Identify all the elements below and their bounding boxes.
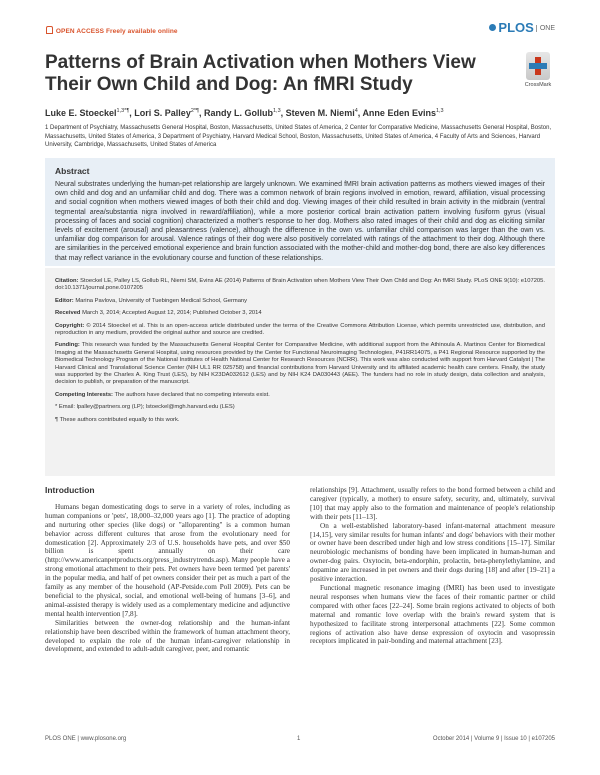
funding: Funding: This research was funded by the Massachusetts General Hospital Center for Comparative Medicine, with additional support from the Athinoula A. Martinos Center for Biomedical Imaging at the Massachusetts General Hospital, using resources provided by the Center for Functional Neuroimaging Technologies, P41RR14075, a P41 Regional Resource supported by the Biomedical Technology Program of the National Institutes of Health National Center for Research Resources (NCRR). This work was also conducted with support from Harvard Catalyst | The Harvard Clinical and Translational Science Center (NIH UL1 RR 025758) and financial contributions from Harvard University and its affiliated academic health care centers. Finally, the study was supported by the Charles A. King Trust (LES), by NIH K23DA032612 (LES) and by NIH K24 DA030443 (AEE). The funders had no role in study design, data collection and analysis, decision to publish, or preparation of the manuscript. <box>55 342 545 386</box>
footer-issue: October 2014 | Volume 9 | Issue 10 | e107205 <box>432 736 555 742</box>
open-access-label <box>45 26 178 35</box>
email[interactable]: * Email: lpalley@partners.org (LP); lstoeckel@mgh.harvard.edu (LES) <box>55 404 235 411</box>
author[interactable]: Randy L. Gollub$^{1,3}$ <box>204 108 281 118</box>
body-column-right <box>310 486 555 646</box>
copyright: Copyright: © 2014 Stoeckel et al. This is an open-access article distributed under the terms of the Creative Commons Attribution License, which permits unrestricted use, distribution, and reproduction in any medium, provided the original author and source are credited. <box>55 322 545 337</box>
page-footer <box>45 736 555 748</box>
plos-dot-icon <box>489 24 496 31</box>
crossmark-label: CrossMark <box>524 82 552 88</box>
crossmark-icon <box>526 52 550 80</box>
journal-name: PLOS <box>498 20 534 35</box>
abstract-heading: Abstract <box>55 166 90 176</box>
abstract-box <box>45 158 555 266</box>
article-metadata <box>45 268 555 476</box>
paragraph: Humans began domesticating dogs to serve in a variety of roles, including as human companions or 'pets', 18,000–32,000 years ago [1]. The practice of adopting and nurturing other species (like dogs) or "alloparenting" is a common human behavior across different cultures that arose from the evolutionary need for domestication [2]. Approximately 2/3 of U.S. households have pets, and over $50 billion is spent annually on their care (http://www.americanpetproducts.org/press_industrytrends.asp). Many people have a strong emotional attachment to their pets. Pet owners have been termed 'pet parents' in the popular media, and half of pet owners consider their pet as much a part of the family as any member of the household (AP-Petside.com Poll 2009). Pets can be beneficial to the physical, social, and emotional well-being of humans [3–6], and animal-assisted therapy is widely used as a complementary medicine and adjunctive mental health intervention [7,8]. <box>45 502 290 618</box>
affiliations: 1 Department of Psychiatry, Massachusetts General Hospital, Boston, Massachusetts, United States of America, 2 Center for Comparative Medicine, Massachusetts General Hospital, Boston, Massachusetts, United States of America, 3 Department of Psychiatry, Harvard Medical School, Boston, Massachusetts, United States of America, 4 Faculty of Arts and Sciences, Harvard University, Cambridge, Massachusetts, United States of America <box>45 125 552 149</box>
footer-journal[interactable]: PLOS ONE | www.plosone.org <box>45 736 127 742</box>
page-number: 1 <box>297 736 301 742</box>
journal-header <box>45 20 555 38</box>
author[interactable]: Steven M. Niemi$^4$ <box>285 108 358 118</box>
paragraph: relationships [9]. Attachment, usually refers to the bond formed between a child and caregiver (typically, a mother) to ensure safety, security, and, ultimately, survival [10] that may apply also to the formation and maintenance of people's relationship with their pets [11–13]. <box>310 486 555 521</box>
crossmark-badge[interactable] <box>518 52 558 88</box>
author[interactable]: Luke E. Stoeckel$^{1,3*\P}$ <box>45 108 130 118</box>
body-column-left <box>45 486 290 654</box>
paragraph: Similarities between the owner-dog relationship and the human-infant relationship have been described within the framework of human attachment theory, developed to explain the role of the human infant-caregiver relationship in development, and extended to adult-adult caregiver, peer, and romantic <box>45 618 290 654</box>
journal-sub: ONE <box>536 25 555 32</box>
author-list: Luke E. Stoeckel$^{1,3*\P}$, Lori S. Palley$^{2*\P}$, Randy L. Gollub$^{1,3}$, Steven M. Niemi$^4$, Anne Eden Evins$^{1,3}$ <box>45 108 444 118</box>
author[interactable]: Anne Eden Evins$^{1,3}$ <box>362 108 444 118</box>
competing-interests: Competing Interests: The authors have declared that no competing interests exist. <box>55 391 270 398</box>
author[interactable]: Lori S. Palley$^{2*\P}$ <box>134 108 199 118</box>
paragraph: On a well-established laboratory-based infant-maternal attachment measure [14,15], very similar results for human infants' and dogs' behaviors with their mother or owner have been described under high and low stress conditions [15–17]. Similar neurobiologic mechanisms of bonding have been implicated in human-human and owner-dog pairs. Oxytocin, beta-endorphin, prolactin, beta-phenylethylamine, and dopamine are increased in pet owners and their dogs during [18] and after [19–21] a positive interaction. <box>310 521 555 584</box>
section-heading: Introduction <box>45 485 95 495</box>
open-access-text: OPEN ACCESS Freely available online <box>55 28 178 35</box>
citation: Citation: Stoeckel LE, Palley LS, Gollub RL, Niemi SM, Evins AE (2014) Patterns of Brain Activation when Mothers View Their Own Child and Dog: An fMRI Study. PLoS ONE 9(10): e107205. doi:10.1371/journal.pone.0107205 <box>55 278 545 292</box>
editor: Editor: Marina Pavlova, University of Tuebingen Medical School, Germany <box>55 297 248 304</box>
paragraph: Functional magnetic resonance imaging (fMRI) has been used to investigate neural responses when humans view the faces of their romantic partner or child compared with other faces [22–24]. Some brain regions activated to objects of both maternal and romantic love overlap with the brain's reward system that is hypothesized to facilitate strong interpersonal attachments [22]. Some common regions of activation also have dense expression of oxytocin and vasopressin receptors implicated in pair-bonding and maternal attachment [23]. <box>310 583 555 646</box>
abstract-text: Neural substrates underlying the human-pet relationship are largely unknown. We examined fMRI brain activation patterns as mothers viewed images of their own child and dog and an unfamiliar child and dog. There was a common network of brain regions involved in emotion, reward, affiliation, visual processing and social cognition when mothers viewed images of both their child and dog. Viewing images of their child resulted in brain activity in the midbrain (ventral tegmental area/substantia nigra involved in reward/affiliation), while a more posterior cortical brain activation pattern involving fusiform gyrus (visual processing of faces and social cognition) characterized a mother's response to her dog. Mothers also rated images of their child and dog as eliciting similar levels of excitement (arousal) and pleasantness (valence), although the difference in the own vs. unfamiliar child comparison was larger than the own vs. unfamiliar dog comparison for arousal. Valence ratings of their dog were also positively correlated with ratings of the attachment to their dog. Although there are similarities in the perceived emotional experience and brain function associated with the mother-child and mother-dog bond, there are also key differences that may reflect variance in the evolutionary course and function of these relationships. <box>55 181 545 262</box>
dates: Received March 3, 2014; Accepted August 12, 2014; Published October 3, 2014 <box>55 310 262 317</box>
article-title: Patterns of Brain Activation when Mothers View Their Own Child and Dog: An fMRI Study <box>45 52 476 95</box>
journal-logo[interactable] <box>489 20 555 35</box>
equal-contribution: ¶ These authors contributed equally to this work. <box>55 416 180 423</box>
open-lock-icon <box>46 26 53 34</box>
